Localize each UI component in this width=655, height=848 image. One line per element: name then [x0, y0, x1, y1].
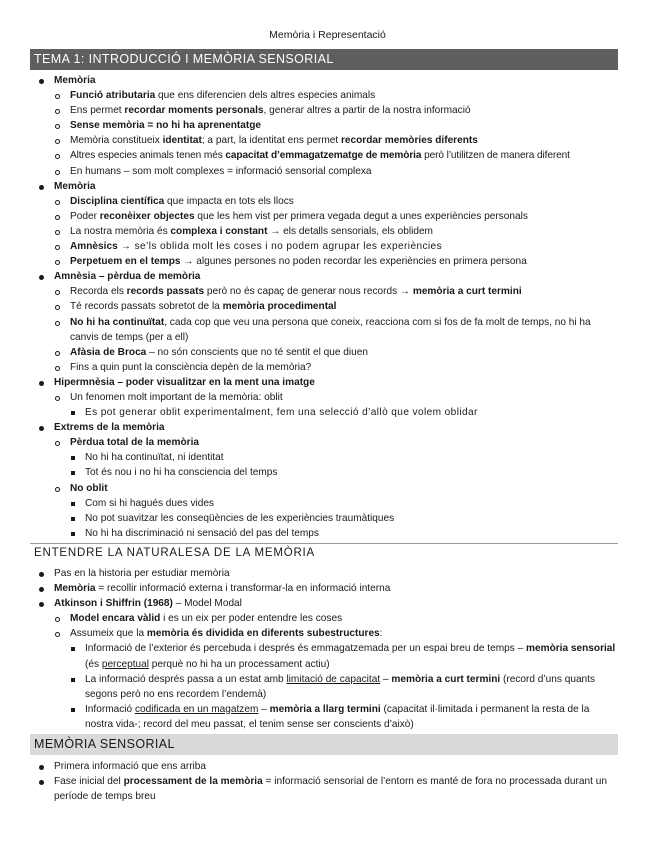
list-item: Té records passats sobretot de la memòria procedimental	[70, 301, 337, 313]
list-item: Informació de l’exterior és percebuda i després és emmagatzemada per un espai breu de temps – memòria sensorial (és perceptual perquè no hi ha un processament actiu)	[85, 643, 616, 670]
list-item: En humans – som molt complexes = informació sensorial complexa	[70, 165, 372, 177]
list-item: Memòria	[54, 75, 96, 86]
list-item: Es pot generar oblit experimentalment, fem una selecció d’allò que volem oblidar	[85, 407, 478, 419]
list-item: Fase inicial del processament de la memòria = informació sensorial de l’entorn es manté de fora no processada durant un període de temps breu	[54, 776, 607, 803]
list-item: Poder reconèixer objectes que les hem vist per primera vegada degut a unes experiències personals	[70, 210, 528, 222]
list-item: Com si hi hagués dues vides	[85, 497, 215, 509]
list-item: Pèrdua total de la memòria	[70, 437, 200, 449]
list-item: Funció atributaria que ens diferencien dels altres especies animals	[70, 90, 376, 102]
list-item: No hi ha continuïtat, ni identitat	[85, 452, 224, 464]
list-item: Atkinson i Shiffrin (1968) – Model Modal	[54, 598, 242, 610]
page-title: Memòria i Representació	[269, 29, 386, 41]
list-item: Recorda els records passats però no és capaç de generar nous records → memòria a curt termini	[70, 286, 522, 298]
list-item: Extrems de la memòria	[54, 422, 165, 434]
list-item: Disciplina científica que impacta en tots els llocs	[70, 195, 294, 207]
list-item: Fins a quin punt la consciència depèn de la memòria?	[70, 361, 312, 373]
section-heading-memoria-sensorial: MEMÒRIA SENSORIAL	[30, 734, 618, 755]
list-item: Ens permet recordar moments personals, generar altres a partir de la nostra informació	[70, 105, 471, 117]
list-item: Tot és nou i no hi ha consciencia del temps	[85, 467, 278, 479]
list-item: Sense memòria = no hi ha aprenentatge	[70, 120, 261, 132]
list-item: Altres especies animals tenen més capacitat d’emmagatzematge de memòria però l’utilitzen de manera diferent	[70, 150, 570, 162]
section-1-list	[30, 73, 620, 541]
list-item: Pas en la historia per estudiar memòria	[54, 568, 230, 579]
list-item: Perpetuem en el temps → algunes persones no poden recordar les experiències en primera persona	[70, 256, 527, 268]
section-divider	[30, 543, 618, 544]
list-item: Model encara vàlid i es un eix per poder entendre les coses	[70, 613, 343, 625]
list-item: Memòria constitueix identitat; a part, la identitat ens permet recordar memòries diferents	[70, 135, 478, 147]
section-heading-naturalesa: ENTENDRE LA NATURALESA DE LA MEMÒRIA	[34, 547, 316, 559]
list-item: Memòria	[54, 180, 96, 192]
list-item: Un fenomen molt important de la memòria: oblit	[70, 391, 283, 403]
list-item: No pot suavitzar les conseqüències de les experiències traumàtiques	[85, 512, 395, 524]
list-item: Assumeix que la memòria és dividida en diferents subestructures:	[70, 628, 383, 640]
list-item: Hipermnèsia – poder visualitzar en la ment una imatge	[54, 376, 315, 388]
list-item: La informació després passa a un estat amb limitació de capacitat – memòria a curt termini (record d’uns quants segons però no ens recordem l’endemà)	[85, 673, 596, 700]
section-3-list	[30, 759, 620, 804]
list-item: No oblit	[70, 482, 108, 494]
list-item: Afàsia de Broca – no són conscients que no té sentit el que diuen	[70, 346, 368, 358]
list-item: Primera informació que ens arriba	[54, 761, 207, 772]
list-item: Memòria = recollir informació externa i transformar-la en informació interna	[54, 583, 391, 595]
list-item: La nostra memòria és complexa i constant → els detalls sensorials, els oblidem	[70, 225, 433, 237]
list-item: Informació codificada en un magatzem – memòria a llarg termini (capacitat il·limitada i permanent la resta de la nostra vida-; record del meu passat, el tenim sense ser conscients d’això)	[85, 703, 590, 730]
list-item: Amnèsia – pèrdua de memòria	[54, 271, 201, 283]
list-item: Amnèsics → se’ls oblida molt les coses i no podem agrupar les experiències	[70, 241, 443, 253]
list-item: No hi ha continuïtat, cada cop que veu una persona que coneix, reacciona com si fos de fa molt de temps, no hi ha canvis de temps (per a ell)	[70, 316, 591, 343]
section-2-list	[30, 566, 620, 732]
list-item: No hi ha discriminació ni sensació del pas del temps	[85, 527, 319, 539]
section-heading-tema-1: TEMA 1: INTRODUCCIÓ I MEMÒRIA SENSORIAL	[30, 49, 618, 70]
